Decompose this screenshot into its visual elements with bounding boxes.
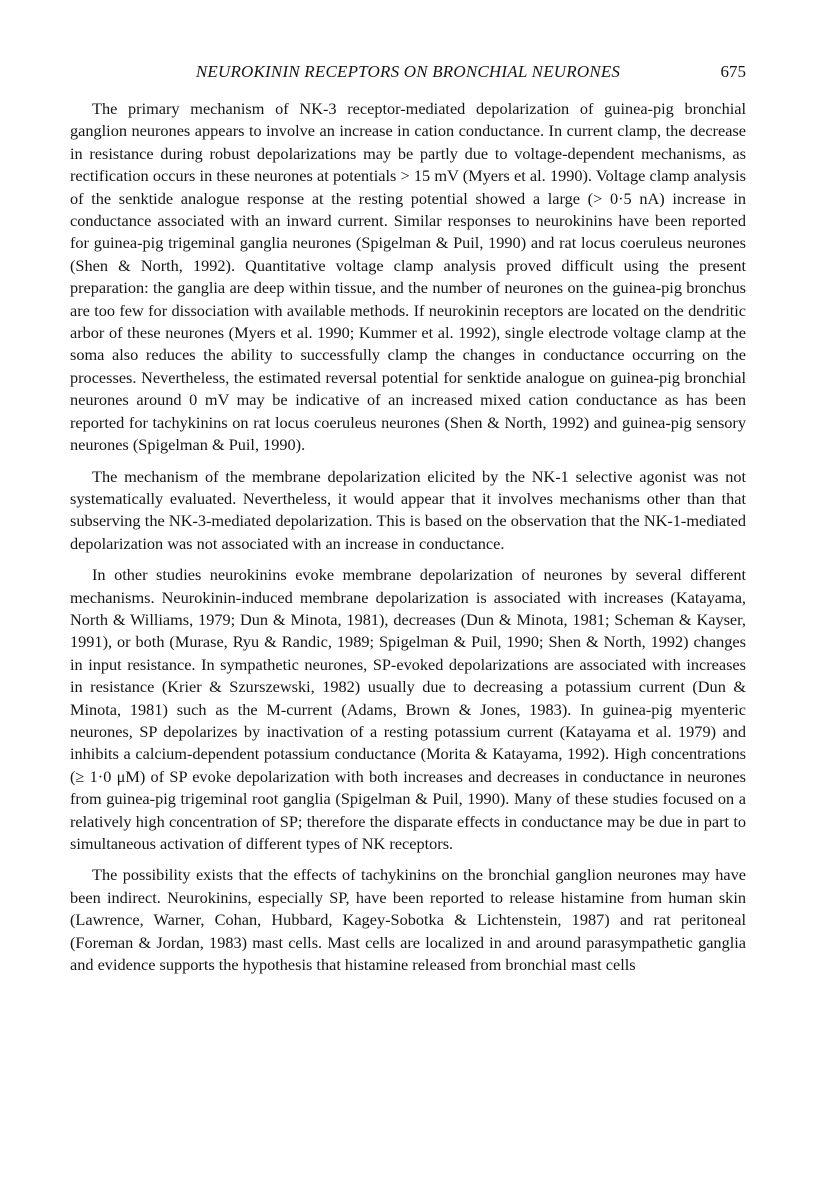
- paragraph-indirect-effects: The possibility exists that the effects of tachykinins on the bronchial ganglion neurones may have been indirect. Neurokinins, especially SP, have been reported to release histamine from human skin (Lawrence, Warner, Cohan, Hubbard, Kagey-Sobotka & Lichtenstein, 1987) and rat peritoneal (Foreman & Jordan, 1983) mast cells. Mast cells are localized in and around parasympathetic ganglia and evidence supports the hypothesis that histamine released from bronchial mast cells: [70, 865, 746, 975]
- body-text: [70, 98, 746, 976]
- paragraph-nk1-mechanism: The mechanism of the membrane depolarization elicited by the NK-1 selective agonist was not systematically evaluated. Nevertheless, it would appear that it involves mechanisms other than that subserving the NK-3-mediated depolarization. This is based on the observation that the NK-1-mediated depolarization was not associated with an increase in conductance.: [70, 466, 746, 553]
- running-title: NEUROKININ RECEPTORS ON BRONCHIAL NEURONES: [195, 62, 621, 81]
- running-header: [70, 62, 746, 92]
- paragraph-other-studies: In other studies neurokinins evoke membrane depolarization of neurones by several different mechanisms. Neurokinin-induced membrane depolarization is associated with increases (Katayama, North & Williams, 1979; Dun & Minota, 1981), decreases (Dun & Minota, 1981; Scheman & Kayser, 1991), or both (Murase, Ryu & Randic, 1989; Spigelman & Puil, 1990; Shen & North, 1992) changes in input resistance. In sympathetic neurones, SP-evoked depolarizations are associated with increases in resistance (Krier & Szurszewski, 1982) usually due to decreasing a potassium current (Dun & Minota, 1981) such as the M-current (Adams, Brown & Jones, 1983). In guinea-pig myenteric neurones, SP depolarizes by inactivation of a resting potassium current (Katayama et al. 1979) and inhibits a calcium-dependent potassium conductance (Morita & Katayama, 1992). High concentrations (≥ 1·0 μM) of SP evoke depolarization with both increases and decreases in conductance in neurones from guinea-pig trigeminal root ganglia (Spigelman & Puil, 1990). Many of these studies focused on a relatively high concentration of SP; therefore the disparate effects in conductance may be due in part to simultaneous activation of different types of NK receptors.: [70, 565, 746, 853]
- page-number: 675: [720, 62, 746, 81]
- paragraph-nk3-mechanism: The primary mechanism of NK-3 receptor-mediated depolarization of guinea-pig bronchial ganglion neurones appears to involve an increase in cation conductance. In current clamp, the decrease in resistance during robust depolarizations may be partly due to voltage-dependent mechanisms, as rectification occurs in these neurones at potentials > 15 mV (Myers et al. 1990). Voltage clamp analysis of the senktide analogue response at the resting potential showed a large (> 0·5 nA) increase in conductance associated with an inward current. Similar responses to neurokinins have been reported for guinea-pig trigeminal ganglia neurones (Spigelman & Puil, 1990) and rat locus coeruleus neurones (Shen & North, 1992). Quantitative voltage clamp analysis proved difficult using the present preparation: the ganglia are deep within tissue, and the number of neurones on the guinea-pig bronchus are too few for dissociation with available methods. If neurokinin receptors are located on the dendritic arbor of these neurones (Myers et al. 1990; Kummer et al. 1992), single electrode voltage clamp at the soma also reduces the ability to successfully clamp the changes in conductance occurring on the processes. Nevertheless, the estimated reversal potential for senktide analogue on guinea-pig bronchial neurones around 0 mV may be indicative of an increased mixed cation conductance as has been reported for tachykinins on rat locus coeruleus neurones (Shen & North, 1992) and guinea-pig sensory neurones (Spigelman & Puil, 1990).: [70, 99, 746, 455]
